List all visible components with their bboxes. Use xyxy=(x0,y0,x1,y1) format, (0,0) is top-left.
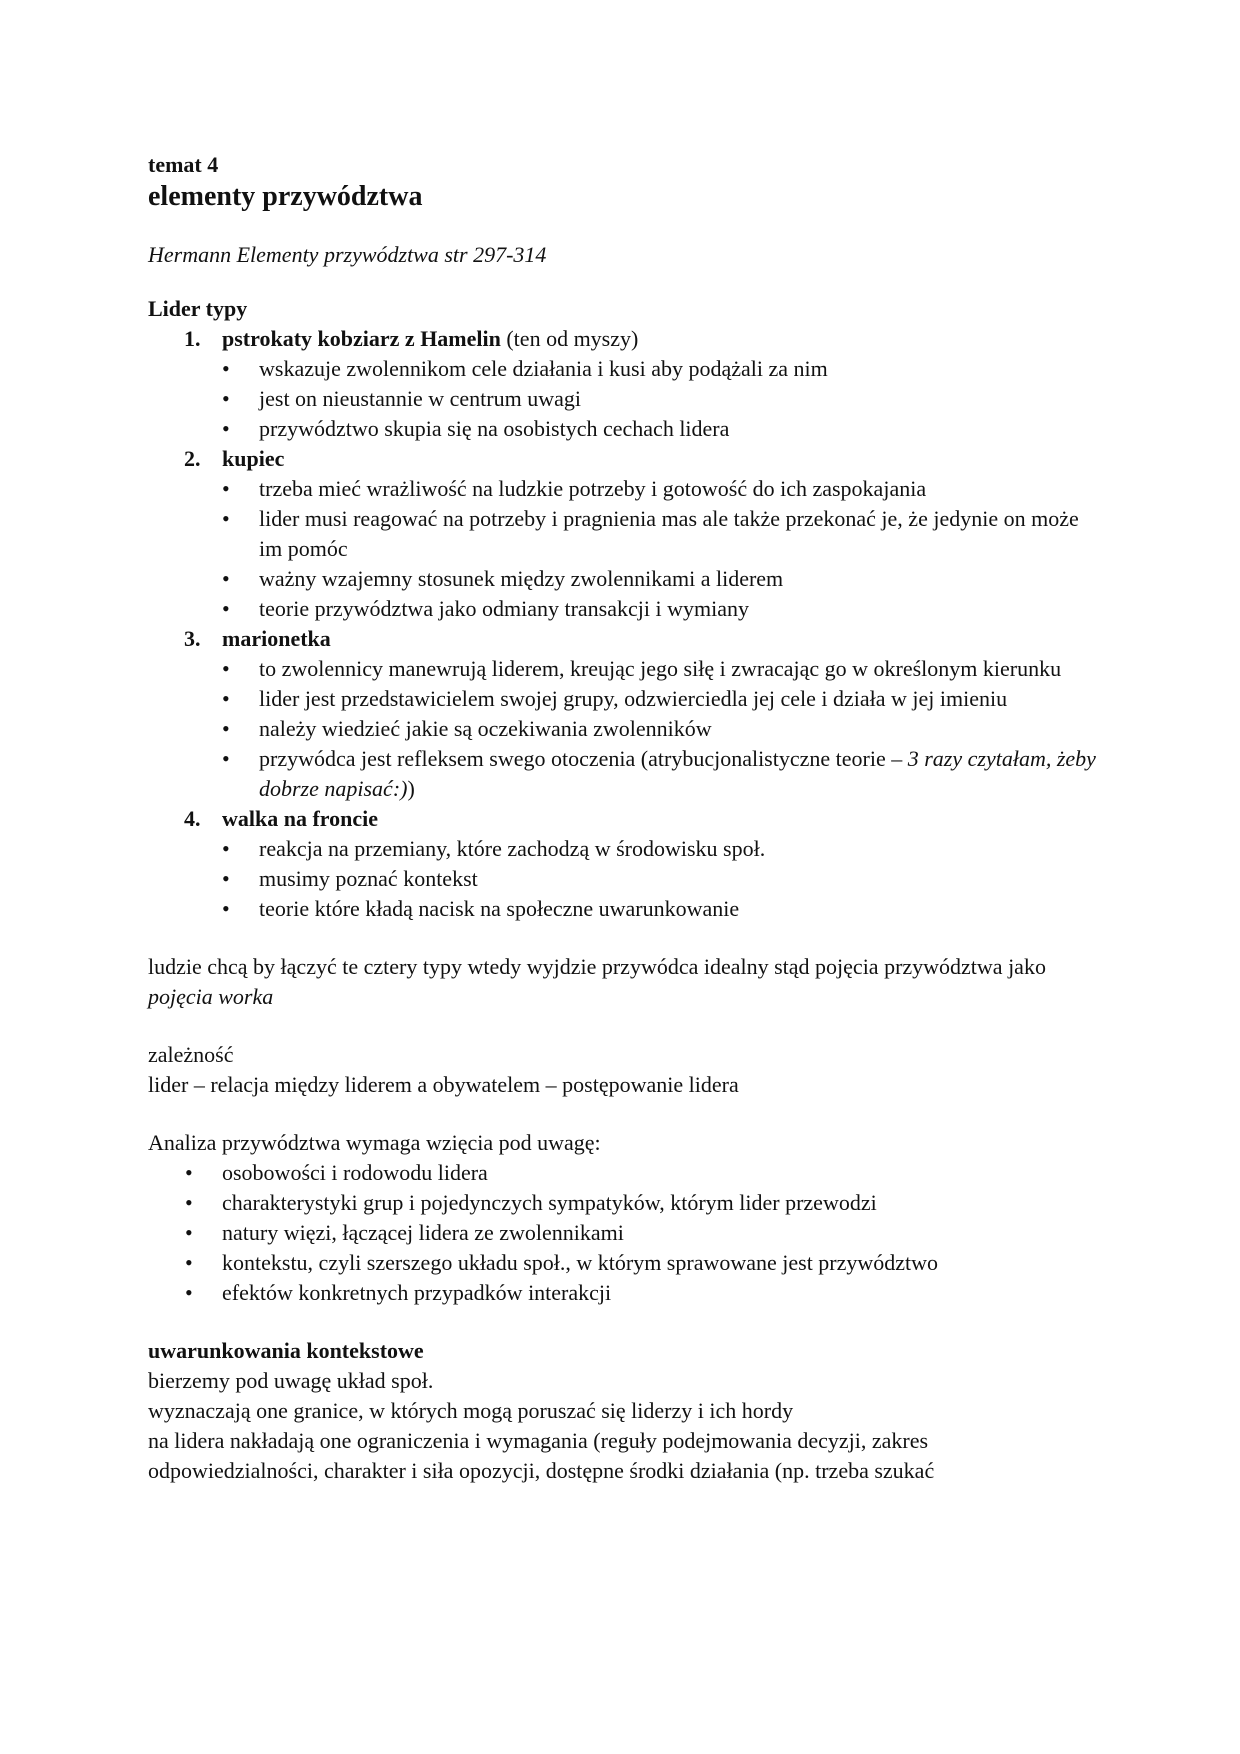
item-number: 1. xyxy=(184,326,201,351)
leader-type-name: pstrokaty kobziarz z Hamelin xyxy=(222,326,501,351)
list-item: • teorie które kładą nacisk na społeczne uwarunkowanie xyxy=(148,894,1098,924)
bullet-list xyxy=(148,474,1098,624)
source-reference: Hermann Elementy przywództwa str 297-314 xyxy=(148,242,547,267)
bullet-list xyxy=(148,834,1098,924)
list-item xyxy=(148,744,1098,804)
item-number: 3. xyxy=(184,626,201,651)
document-title: elementy przywództwa xyxy=(148,181,423,212)
topic-number: temat 4 xyxy=(148,152,219,177)
dependency-label: zależność xyxy=(148,1042,234,1067)
leader-type-item xyxy=(148,324,1098,444)
list-item: • natury więzi, łączącej lidera ze zwolennikami xyxy=(148,1218,1098,1248)
analysis-list xyxy=(148,1158,1098,1308)
list-item: • ważny wzajemny stosunek między zwolennikami a liderem xyxy=(148,564,1098,594)
leader-type-name: marionetka xyxy=(222,626,331,651)
list-item: • efektów konkretnych przypadków interakcji xyxy=(148,1278,1098,1308)
analysis-intro: Analiza przywództwa wymaga wzięcia pod uwagę: xyxy=(148,1130,601,1155)
list-item: • reakcja na przemiany, które zachodzą w środowisku społ. xyxy=(148,834,1098,864)
leader-type-item xyxy=(148,804,1098,924)
leader-type-item xyxy=(148,444,1098,624)
list-item-text: przywódca jest refleksem swego otoczenia (atrybucjonalistyczne teorie – xyxy=(259,746,908,771)
list-item: • przywództwo skupia się na osobistych cechach lidera xyxy=(148,414,1098,444)
dependency-relation: lider – relacja między liderem a obywatelem – postępowanie lidera xyxy=(148,1072,739,1097)
paragraph-emphasis: pojęcia worka xyxy=(148,984,274,1009)
list-item: • wskazuje zwolennikom cele działania i kusi aby podążali za nim xyxy=(148,354,1098,384)
list-item: • należy wiedzieć jakie są oczekiwania zwolenników xyxy=(148,714,1098,744)
list-item: • kontekstu, czyli szerszego układu społ., w którym sprawowane jest przywództwo xyxy=(148,1248,1098,1278)
list-item: • trzeba mieć wrażliwość na ludzkie potrzeby i gotowość do ich zaspokajania xyxy=(148,474,1098,504)
list-item: • lider musi reagować na potrzeby i pragnienia mas ale także przekonać je, że jedynie on może im pomóc xyxy=(148,504,1098,564)
list-item: • lider jest przedstawicielem swojej grupy, odzwierciedla jej cele i działa w jej imieniu xyxy=(148,684,1098,714)
list-item: • teorie przywództwa jako odmiany transakcji i wymiany xyxy=(148,594,1098,624)
list-item: • to zwolennicy manewrują liderem, kreując jego siłę i zwracając go w określonym kierunku xyxy=(148,654,1098,684)
bullet-list xyxy=(148,354,1098,444)
item-number: 4. xyxy=(184,806,201,831)
document-page xyxy=(148,150,1098,1486)
bullet-list xyxy=(148,654,1098,804)
context-line: wyznaczają one granice, w których mogą poruszać się liderzy i ich hordy xyxy=(148,1398,794,1423)
combine-paragraph xyxy=(148,952,1098,1012)
context-line: bierzemy pod uwagę układ społ. xyxy=(148,1368,434,1393)
item-number: 2. xyxy=(184,446,201,471)
list-item-comment: 3 razy czytałam, żeby dobrze napisać:) xyxy=(259,746,1096,801)
types-heading: Lider typy xyxy=(148,296,248,321)
context-line: na lidera nakładają one ograniczenia i wymagania (reguły podejmowania decyzji, zakres odpowiedzialności, charakter i siła opozycji, dostępne środki działania (np. trzeba szukać xyxy=(148,1428,935,1483)
list-item: • osobowości i rodowodu lidera xyxy=(148,1158,1098,1188)
leader-type-name: walka na froncie xyxy=(222,806,379,831)
context-heading: uwarunkowania kontekstowe xyxy=(148,1338,424,1363)
leader-type-name: kupiec xyxy=(222,446,285,471)
list-item: • musimy poznać kontekst xyxy=(148,864,1098,894)
paragraph-text: ludzie chcą by łączyć te cztery typy wtedy wyjdzie przywódca idealny stąd pojęcia przywództwa jako xyxy=(148,954,1046,979)
list-item: • charakterystyki grup i pojedynczych sympatyków, którym lider przewodzi xyxy=(148,1188,1098,1218)
leader-type-note: (ten od myszy) xyxy=(500,326,639,351)
list-item-end: ) xyxy=(407,776,415,801)
leader-types-list xyxy=(148,324,1098,924)
leader-type-item xyxy=(148,624,1098,804)
list-item: • jest on nieustannie w centrum uwagi xyxy=(148,384,1098,414)
